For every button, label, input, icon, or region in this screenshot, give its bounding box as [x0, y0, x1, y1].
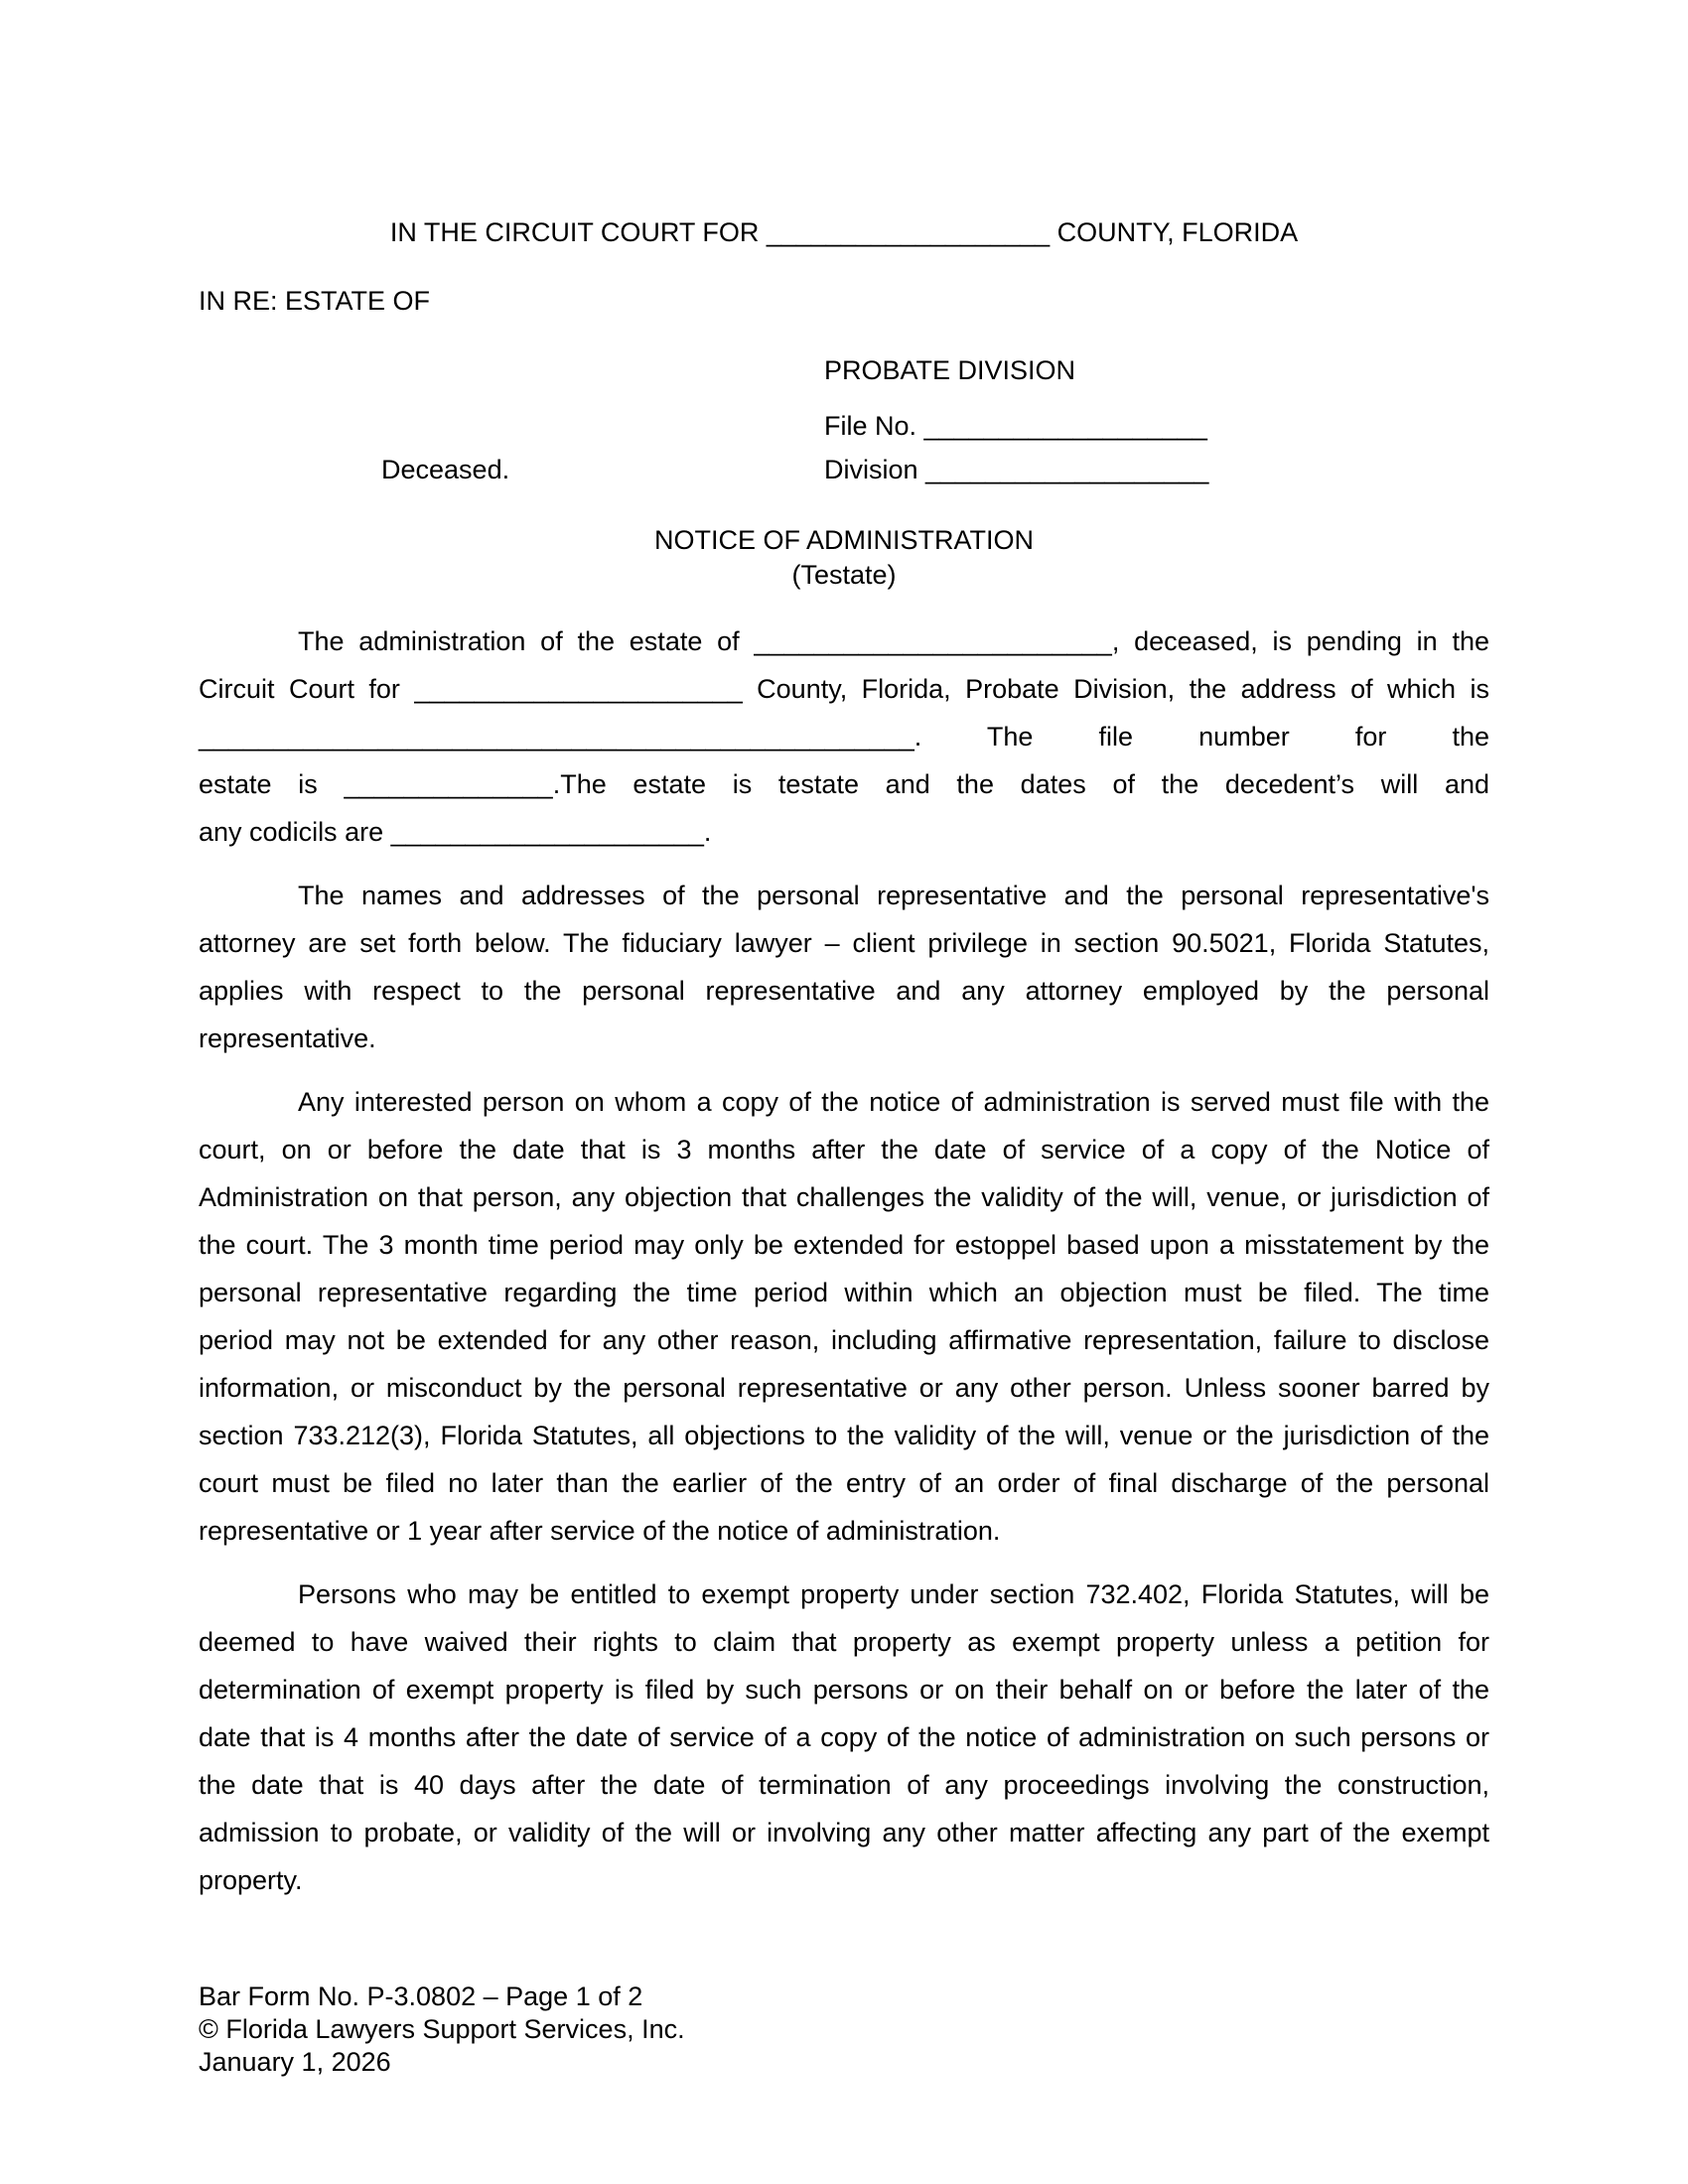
paragraph [199, 1078, 1489, 1555]
paragraph [199, 617, 1489, 856]
text-line: date that is 4 months after the date of service of a copy of the notice of administration on such persons or [199, 1722, 1489, 1752]
text-line: Circuit Court for ______________________ County, Florida, Probate Division, the address of which is [199, 674, 1489, 704]
document-title-block [199, 523, 1489, 593]
footer-date: January 1, 2026 [199, 2047, 391, 2077]
text-line: applies with respect to the personal representative and any attorney employed by the personal [199, 976, 1489, 1006]
caption-row-file-no [199, 404, 1489, 448]
in-re-estate-of-label: IN RE: ESTATE OF [199, 286, 431, 316]
deceased-label: Deceased. [381, 455, 510, 484]
file-no-field: File No. ___________________ [824, 411, 1207, 441]
page-footer [199, 1980, 1489, 2079]
text-line: deemed to have waived their rights to claim that property as exempt property unless a petition for [199, 1627, 1489, 1657]
text-line: The administration of the estate of ________________________, deceased, is pending in the [298, 626, 1489, 656]
caption-row-in-re [199, 279, 1489, 323]
text-line: the date that is 40 days after the date of termination of any proceedings involving the construction, [199, 1770, 1489, 1800]
text-line: any codicils are _____________________. [199, 817, 712, 847]
text-line: attorney are set forth below. The fiduciary lawyer – client privilege in section 90.5021, Florida Statutes, [199, 928, 1489, 958]
document-subtitle: (Testate) [791, 560, 897, 590]
text-line: court, on or before the date that is 3 months after the date of service of a copy of the Notice of [199, 1135, 1489, 1164]
text-line: representative. [199, 1024, 376, 1053]
text-line: ________________________________________________. The file number for the [199, 722, 1489, 751]
text-line: court must be filed no later than the earlier of the entry of an order of final discharge of the personal [199, 1468, 1489, 1498]
footer-copyright: © Florida Lawyers Support Services, Inc. [199, 2014, 685, 2044]
text-line: determination of exempt property is filed by such persons or on their behalf on or before the later of the [199, 1675, 1489, 1705]
caption-row-probate [199, 348, 1489, 392]
footer-form-number: Bar Form No. P-3.0802 – Page 1 of 2 [199, 1981, 643, 2011]
text-line: information, or misconduct by the personal representative or any other person. Unless sooner barred by [199, 1373, 1489, 1403]
text-line: Persons who may be entitled to exempt property under section 732.402, Florida Statutes, will be [298, 1579, 1489, 1609]
body-paragraphs [199, 617, 1489, 1904]
paragraph [199, 1570, 1489, 1904]
text-line: Any interested person on whom a copy of the notice of administration is served must file with the [298, 1087, 1489, 1117]
text-line: personal representative regarding the time period within which an objection must be filed. The time [199, 1278, 1489, 1307]
text-line: estate is ______________.The estate is testate and the dates of the decedent’s will and [199, 769, 1489, 799]
document-content [199, 0, 1489, 2079]
text-line: property. [199, 1865, 303, 1895]
division-field: Division ___________________ [824, 455, 1209, 484]
paragraph [199, 872, 1489, 1062]
text-line: The names and addresses of the personal representative and the personal representative's [298, 881, 1489, 910]
text-line: representative or 1 year after service of the notice of administration. [199, 1516, 1001, 1546]
caption-row-deceased-division [199, 448, 1489, 491]
court-header-line: IN THE CIRCUIT COURT FOR ___________________ COUNTY, FLORIDA [389, 217, 1299, 247]
text-line: admission to probate, or validity of the will or involving any other matter affecting any part of the exempt [199, 1818, 1489, 1847]
probate-division-label: PROBATE DIVISION [824, 355, 1076, 385]
text-line: the court. The 3 month time period may only be extended for estoppel based upon a misstatement by the [199, 1230, 1489, 1260]
text-line: period may not be extended for any other reason, including affirmative representation, failure to disclose [199, 1325, 1489, 1355]
document-title: NOTICE OF ADMINISTRATION [653, 525, 1034, 555]
text-line: section 733.212(3), Florida Statutes, all objections to the validity of the will, venue or the jurisdiction of the [199, 1421, 1489, 1450]
text-line: Administration on that person, any objection that challenges the validity of the will, venue, or jurisdiction of [199, 1182, 1489, 1212]
